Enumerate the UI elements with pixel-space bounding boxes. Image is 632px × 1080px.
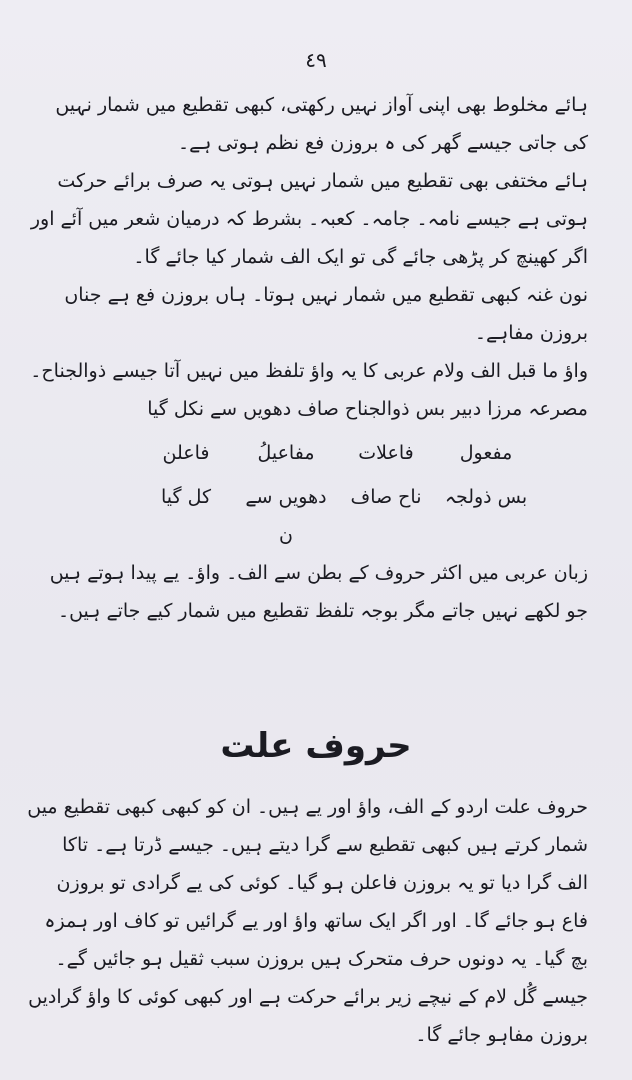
page-body	[26, 86, 606, 1054]
meter-word: بس ذولجہ	[444, 486, 528, 508]
paragraph-arabic-letters: زبان عربی میں اکثر حروف کے بطن سے الف۔ واؤ۔ یے پیدا ہوتے ہیں جو لکھے نہیں جاتے مگر بوجہ تلفظ تقطیع میں شمار کیے جاتے ہیں۔	[49, 562, 588, 622]
page-number: ٤٩	[305, 48, 327, 72]
meter-word: دھویں سے ن	[245, 486, 327, 546]
paragraph-hay-makhloot: ہائے مخلوط بھی اپنی آواز نہیں رکھتی، کبھی تقطیع میں شمار نہیں کی جاتی جیسے گھر کی ہ بروزن فع نظم ہوتی ہے۔	[55, 94, 588, 154]
meter-word: ناح صاف	[350, 486, 422, 508]
meter-foot: فاعلن	[162, 442, 210, 464]
section-heading: حروف علت	[220, 726, 412, 766]
paragraph-huroof-illat: حروف علت اردو کے الف، واؤ اور یے ہیں۔ ان کو کبھی کبھی تقطیع میں شمار کرتے ہیں کبھی تقطیع سے گرا دیتے ہیں۔ جیسے ڈرتا ہے۔ تاکا الف گرا دیا تو یہ بروزن فاعلن ہو گیا۔ کوئی کی یے گرادی تو بروزن فاع ہو جائے گا۔ اور اگر ایک ساتھ واؤ اور یے گرائیں تو کاف اور ہمزہ بچ گیا۔ یہ دونوں حرف متحرک ہیں بروزن سبب ثقیل ہو جائیں گے۔ جیسے گُل لام کے نیچے زیر برائے حرکت ہے اور کبھی کوئی کا واؤ گرادیں بروزن مفاہو جائے گا۔	[27, 796, 588, 1046]
section-gap	[26, 630, 606, 722]
meter-foot: مفاعیلُ	[257, 442, 315, 464]
paragraph-waw-ma-qabl-alif: واؤ ما قبل الف ولام عربی کا یہ واؤ تلفظ میں نہیں آتا جیسے ذوالجناح۔ مصرعہ مرزا دبیر بس ذوالجناح صاف دھویں سے نکل گیا	[30, 360, 588, 420]
paragraph-hay-mukhtafi: ہائے مختفی بھی تقطیع میں شمار نہیں ہوتی یہ صرف برائے حرکت ہوتی ہے جیسے نامہ۔ جامہ۔ کعبہ۔ بشرط کہ درمیان شعر میں آئے اور اگر کھینچ کر پڑھی جائے گی تو ایک الف شمار کیا جائے گا۔	[30, 170, 588, 268]
meter-foot: فاعلات	[358, 442, 414, 464]
meter-word: کل گیا	[160, 486, 212, 508]
meter-feet-row	[26, 434, 606, 472]
meter-words-row	[26, 478, 606, 554]
meter-foot: مفعول	[459, 442, 513, 464]
paragraph-noon-ghunna: نون غنہ کبھی تقطیع میں شمار نہیں ہوتا۔ ہاں بروزن فع ہے جناں بروزن مفاہے۔	[64, 284, 588, 344]
